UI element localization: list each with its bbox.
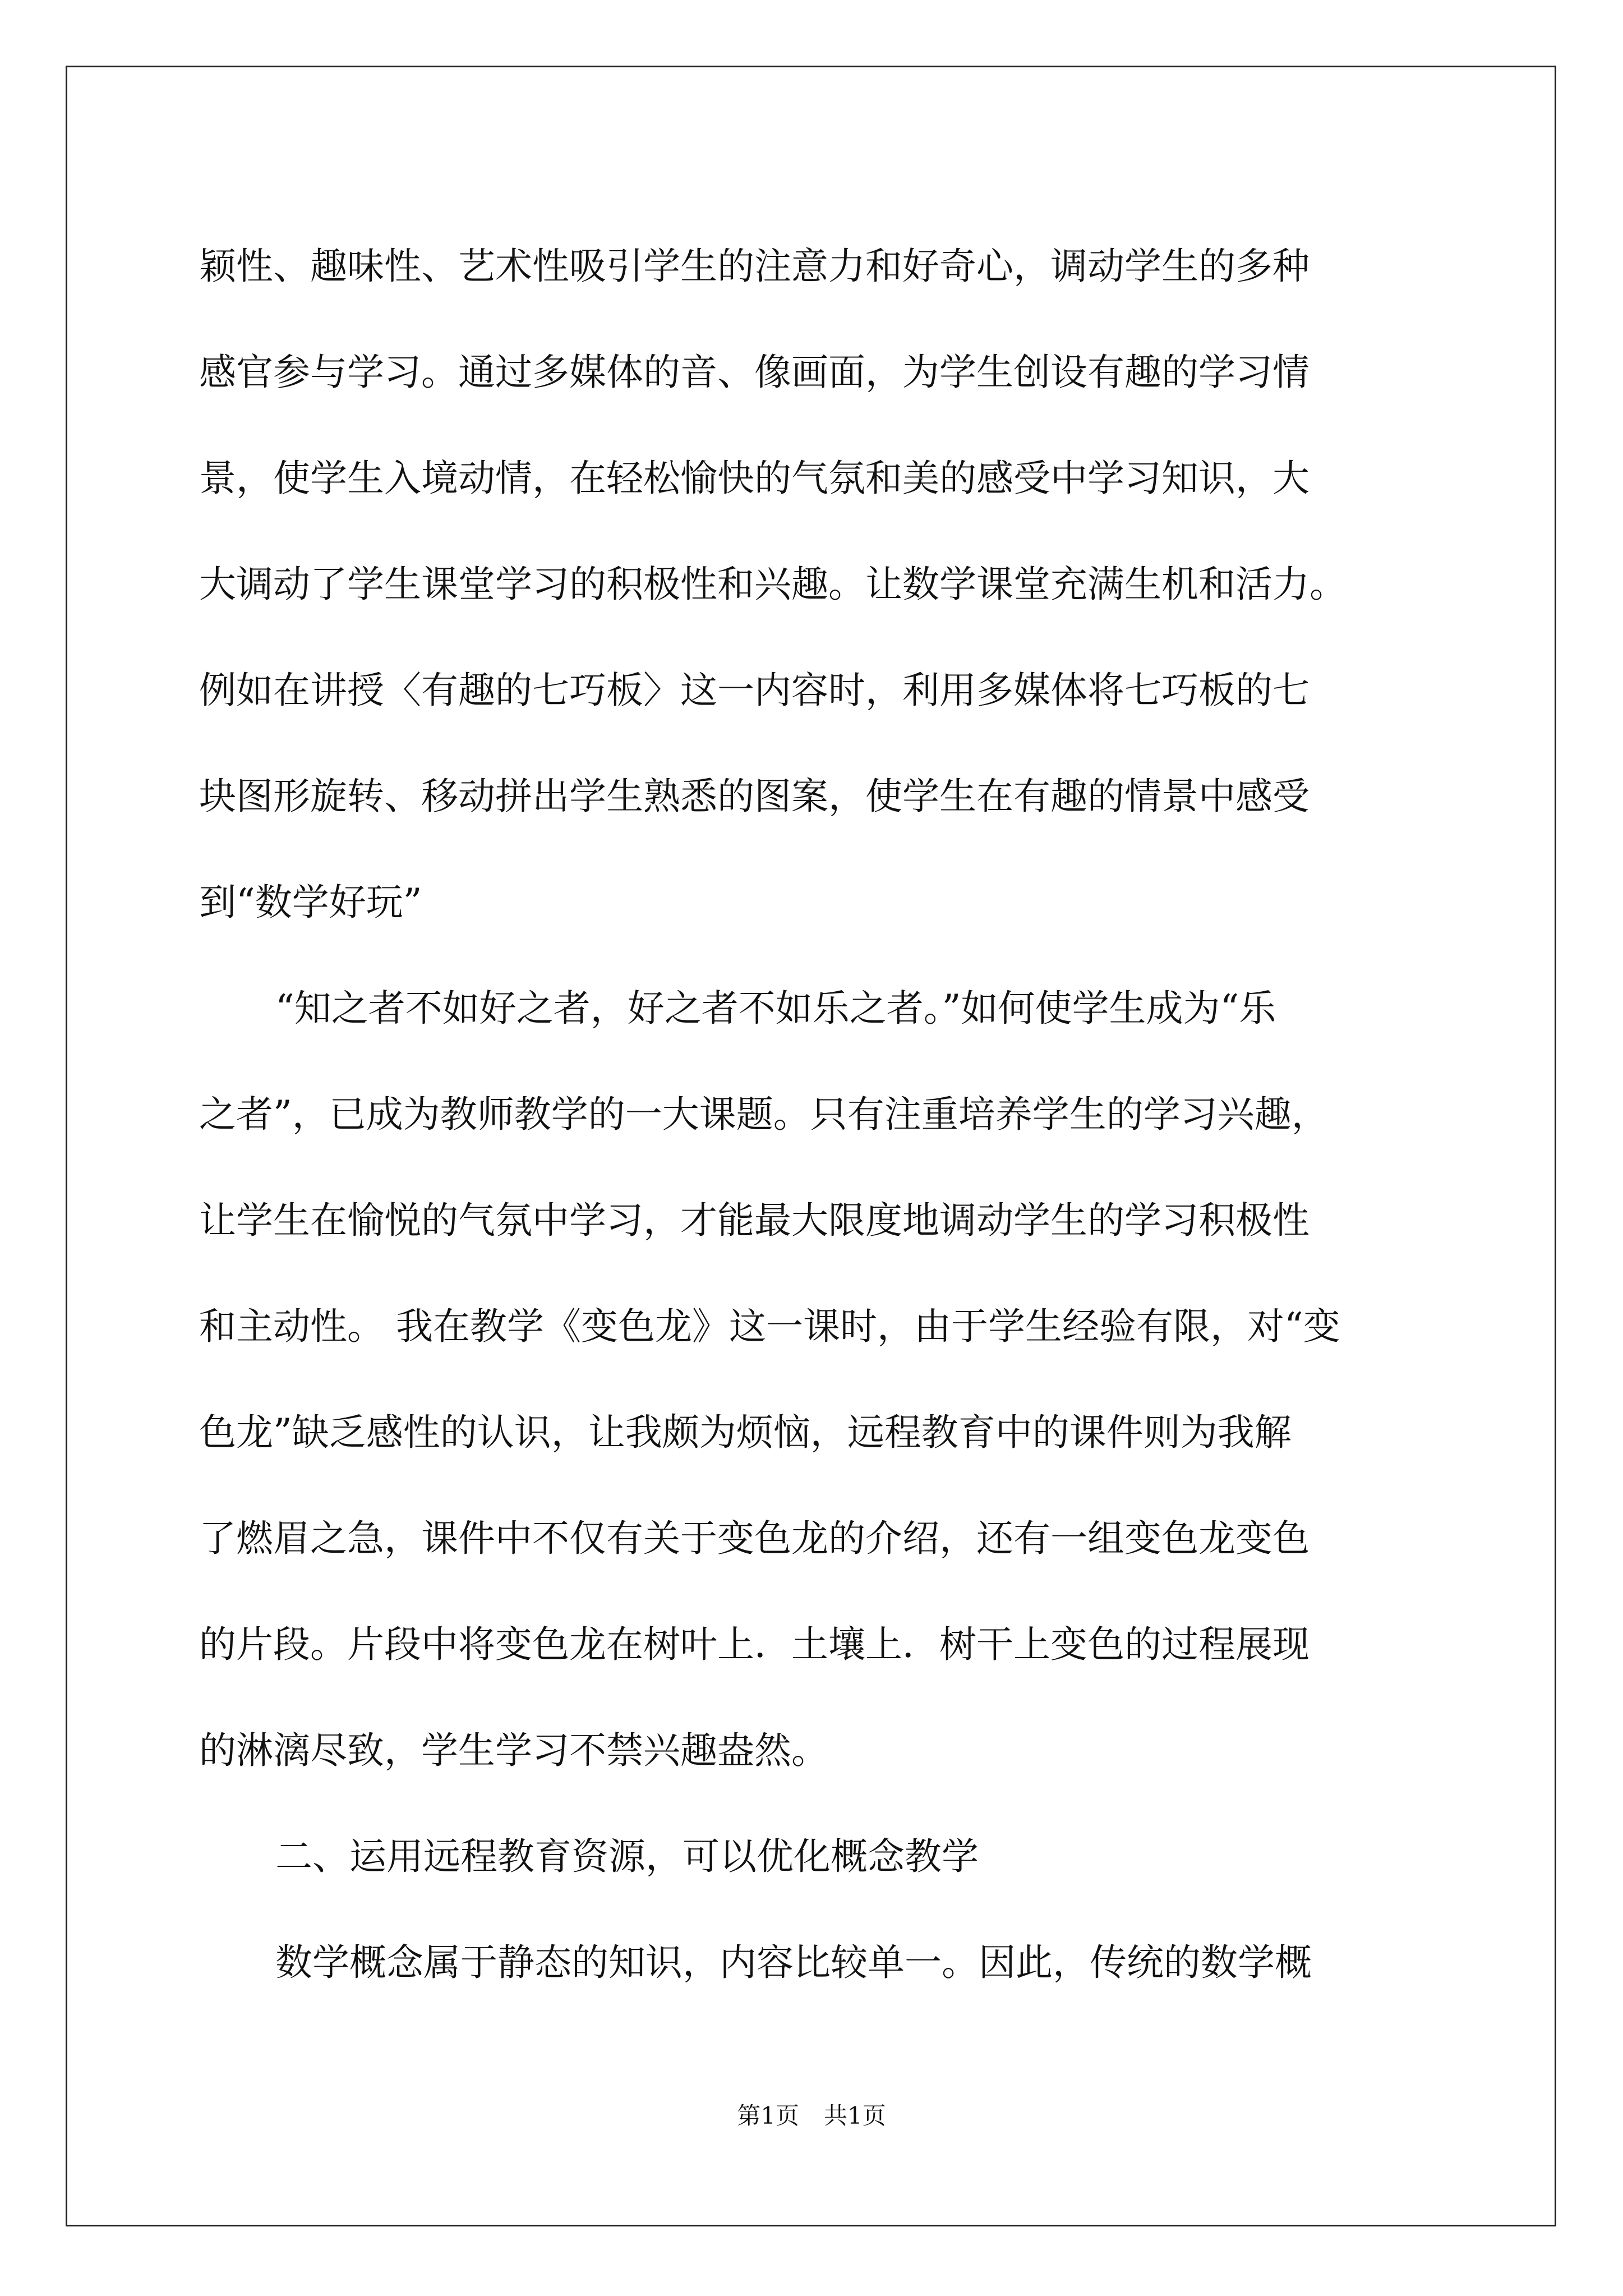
text-line: 之者”，已成为教师教学的一大课题。只有注重培养学生的学习兴趣， xyxy=(199,1093,1329,1136)
text-line: 块图形旋转、移动拼出学生熟悉的图案，使学生在有趣的情景中感受 xyxy=(199,775,1310,818)
text-line: 的淋漓尽致，学生学习不禁兴趣盎然。 xyxy=(199,1729,828,1772)
section-heading: 二、运用远程教育资源，可以优化概念教学 xyxy=(275,1835,979,1878)
paragraph-start-line: “知之者不如好之者，好之者不如乐之者。”如何使学生成为“乐 xyxy=(275,987,1276,1030)
page-total: 共1页 xyxy=(824,2102,886,2129)
page-number: 第1页 xyxy=(737,2102,799,2129)
text-line: 到“数学好玩” xyxy=(199,881,422,924)
text-line: 了燃眉之急，课件中不仅有关于变色龙的介绍，还有一组变色龙变色 xyxy=(199,1517,1310,1560)
text-line: 感官参与学习。通过多媒体的音、像画面，为学生创设有趣的学习情 xyxy=(199,351,1310,394)
text-line: 景，使学生入境动情，在轻松愉快的气氛和美的感受中学习知识，大 xyxy=(199,457,1310,500)
text-line: 例如在讲授〈有趣的七巧板〉这一内容时，利用多媒体将七巧板的七 xyxy=(199,669,1310,712)
page-footer xyxy=(0,2099,1623,2133)
text-line: 的片段。片段中将变色龙在树叶上．土壤上．树干上变色的过程展现 xyxy=(199,1623,1310,1666)
text-line: 色龙”缺乏感性的认识，让我颇为烦恼，远程教育中的课件则为我解 xyxy=(199,1411,1292,1454)
text-line: 大调动了学生课堂学习的积极性和兴趣。让数学课堂充满生机和活力。 xyxy=(199,563,1347,606)
paragraph-start-line: 数学概念属于静态的知识，内容比较单一。因此，传统的数学概 xyxy=(275,1941,1312,1984)
text-line: 让学生在愉悦的气氛中学习，才能最大限度地调动学生的学习积极性 xyxy=(199,1199,1310,1242)
document-body xyxy=(199,213,1427,2016)
text-line: 颖性、趣味性、艺术性吸引学生的注意力和好奇心，调动学生的多种 xyxy=(199,245,1310,288)
text-line: 和主动性。 我在教学《变色龙》这一课时，由于学生经验有限，对“变 xyxy=(199,1305,1340,1348)
